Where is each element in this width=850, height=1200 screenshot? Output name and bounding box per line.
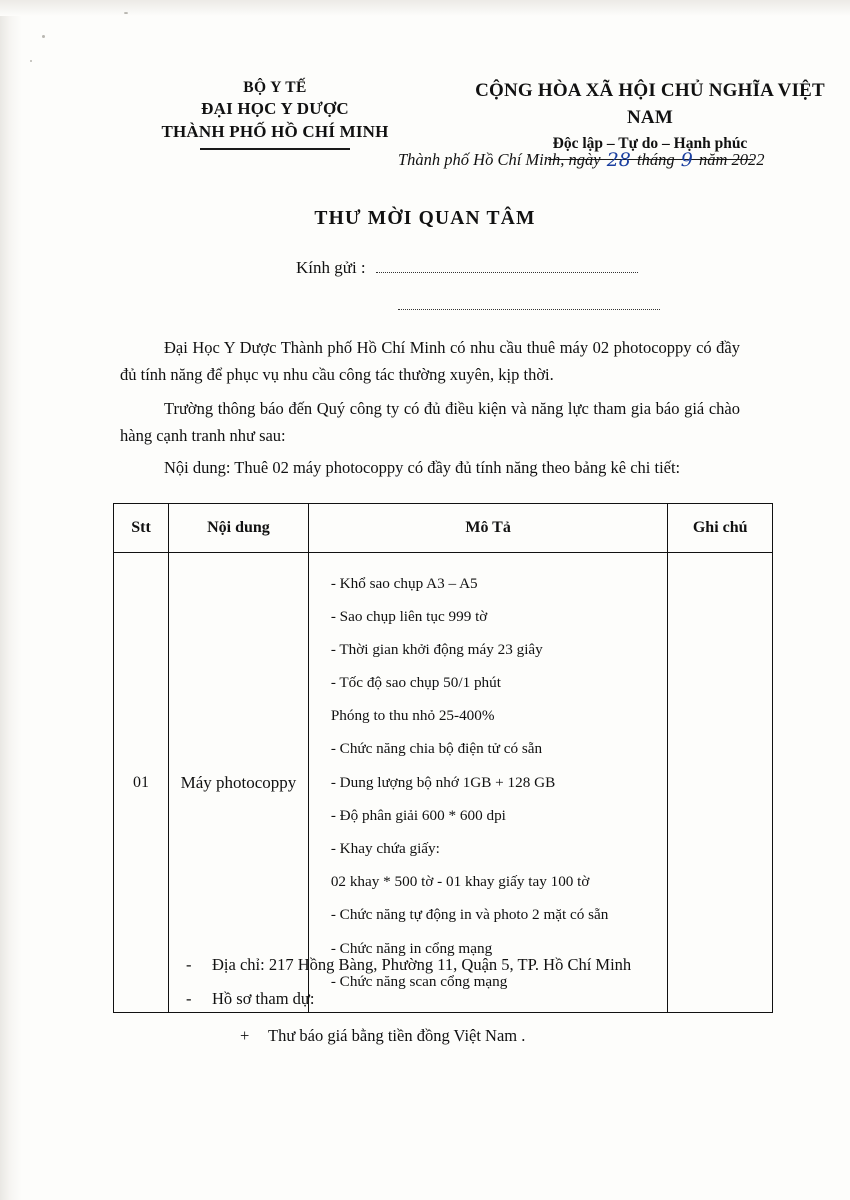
bottom-sublist-item: + Thư báo giá bằng tiền đồng Việt Nam . (240, 1026, 526, 1045)
org-line-2: ĐẠI HỌC Y DƯỢC (201, 99, 349, 119)
table-row (114, 553, 773, 1013)
cell-stt: 01 (114, 553, 169, 1013)
table-header-mota: Mô Tả (308, 504, 668, 553)
org-line-3: THÀNH PHỐ HỒ CHÍ MINH (161, 121, 389, 141)
body-paragraph-2 (120, 396, 740, 449)
scan-speck (30, 60, 32, 62)
dateline-month-label: tháng (637, 150, 675, 169)
bottom-sublist-text: Thư báo giá bằng tiền đồng Việt Nam . (268, 1026, 526, 1045)
cell-mota (308, 553, 668, 1013)
scan-speck (124, 12, 128, 14)
org-underline (200, 148, 350, 150)
recipient-line (296, 258, 638, 278)
recipient-blank-line-1 (376, 259, 638, 273)
table-header-ghichu: Ghi chú (668, 504, 773, 553)
bottom-list-text-2: Hồ sơ tham dự: (212, 989, 315, 1008)
page-title: THƯ MỜI QUAN TÂM (314, 208, 536, 229)
cell-ghichu (668, 553, 773, 1013)
table-header-row (114, 504, 773, 553)
scan-speck (42, 35, 45, 38)
table-header-noidung: Nội dung (169, 504, 309, 553)
spec-item: - Thời gian khởi động máy 23 giây (330, 640, 543, 658)
spec-item: - Dung lượng bộ nhớ 1GB + 128 GB (330, 773, 556, 791)
nation-line-2: Độc lập – Tự do – Hạnh phúc (552, 135, 748, 153)
body-paragraph-3 (120, 455, 740, 482)
spec-item: - Tốc độ sao chụp 50/1 phút (330, 674, 501, 692)
bottom-list-text-1: Địa chỉ: 217 Hồng Bàng, Phường 11, Quận 5, TP. Hồ Chí Minh (212, 955, 632, 974)
spec-item: - Sao chụp liên tục 999 tờ (330, 607, 488, 625)
spec-item: - Khổ sao chụp A3 – A5 (330, 574, 478, 592)
spec-item: - Chức năng in cổng mạng (330, 939, 493, 957)
dateline (398, 148, 818, 170)
scan-shadow-left (0, 0, 22, 1200)
org-line-1: BỘ Y TẾ (243, 79, 307, 96)
spec-item: - Chức năng tự động in và photo 2 mặt có sẵn (330, 906, 609, 924)
dateline-day-handwritten: 28 (606, 149, 631, 171)
recipient-blank-line-2 (398, 296, 660, 310)
cell-noidung: Máy photocoppy (169, 553, 309, 1013)
specification-table (113, 503, 773, 1013)
dateline-prefix: Thành phố Hồ Chí Minh, ngày (398, 150, 601, 169)
body-paragraph-1 (120, 335, 740, 388)
scan-shadow-top (0, 0, 850, 16)
recipient-label: Kính gửi : (296, 258, 366, 277)
dateline-year: năm 2022 (698, 150, 765, 169)
paragraph-2-text: Trường thông báo đến Quý công ty có đủ điều kiện và năng lực tham gia báo giá chào hàng cạnh tranh như sau: (120, 399, 740, 445)
table-header-stt: Stt (114, 504, 169, 553)
bottom-list-item-address: - Địa chỉ: 217 Hồng Bàng, Phường 11, Quận 5, TP. Hồ Chí Minh (186, 955, 632, 974)
paragraph-1-text: Đại Học Y Dược Thành phố Hồ Chí Minh có nhu cầu thuê máy 02 photocoppy có đầy đủ tính năng để phục vụ nhu cầu công tác thường xuyên, kịp thời. (120, 338, 740, 384)
nation-line-1: CỘNG HÒA XÃ HỘI CHỦ NGHĨA VIỆT NAM (475, 80, 825, 128)
dateline-month-handwritten: 9 (680, 149, 693, 171)
spec-item: - Chức năng scan cổng mạng (330, 972, 508, 990)
spec-item: - Khay chứa giấy: (330, 840, 440, 857)
paragraph-3-text: Nội dung: Thuê 02 máy photocoppy có đầy đủ tính năng theo bảng kê chi tiết: (164, 458, 681, 477)
spec-item: Phóng to thu nhỏ 25-400% (330, 707, 495, 725)
issuing-organization (110, 78, 440, 160)
bottom-list-item-documents: - Hồ sơ tham dự: (186, 989, 315, 1008)
spec-item: - Chức năng chia bộ điện tử có sẵn (330, 740, 543, 758)
spec-item: - Độ phân giải 600 * 600 dpi (330, 806, 506, 824)
spec-item: 02 khay * 500 tờ - 01 khay giấy tay 100 tờ (330, 873, 590, 891)
